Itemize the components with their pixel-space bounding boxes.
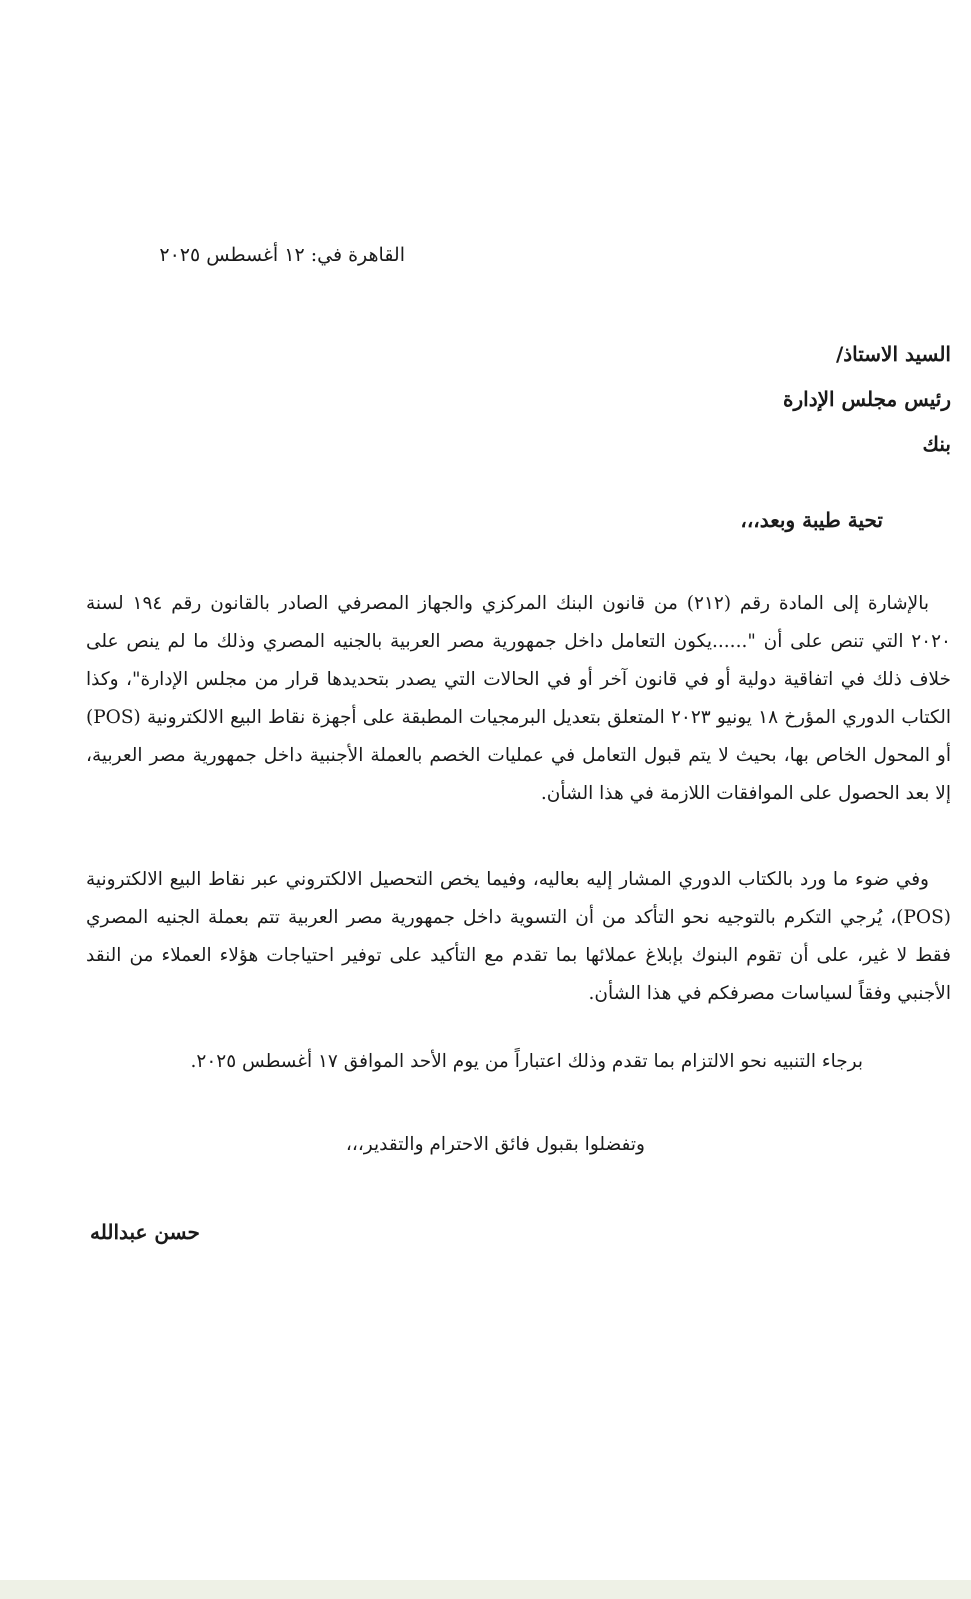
addressee-block <box>783 332 951 467</box>
addressee-title: السيد الاستاذ/ <box>835 342 951 366</box>
bottom-edge-strip <box>0 1580 971 1599</box>
closing-line: وتفضلوا بقبول فائق الاحترام والتقدير،،، <box>345 1134 645 1155</box>
letter-date: القاهرة في: ١٢ أغسطس ٢٠٢٥ <box>159 244 405 266</box>
greeting: تحية طيبة وبعد،،، <box>740 508 883 532</box>
paragraph-legal-reference: بالإشارة إلى المادة رقم (٢١٢) من قانون البنك المركزي والجهاز المصرفي الصادر بالقانون رقم ١٩٤ لسنة ٢٠٢٠ التي تنص على أن "......يكون التعامل داخل جمهورية مصر العربية بالجنيه المصري وذلك ما لم ينص على خلاف ذلك في اتفاقية دولية أو في قانون آخر أو في الحالات التي يصدر بتحديدها قرار من مجلس الإدارة"، وكذا الكتاب الدوري المؤرخ ١٨ يونيو ٢٠٢٣ المتعلق بتعديل البرمجيات المطبقة على أجهزة نقاط البيع الالكترونية (POS) أو المحول الخاص بها، بحيث لا يتم قبول التعامل في عمليات الخصم بالعملة الأجنبية داخل جمهورية مصر العربية، إلا بعد الحصول على الموافقات اللازمة في هذا الشأن. <box>86 592 952 804</box>
signature-name: حسن عبدالله <box>90 1220 200 1244</box>
addressee-institution: بنك <box>922 432 951 456</box>
notice-line: برجاء التنبيه نحو الالتزام بما تقدم وذلك اعتباراً من يوم الأحد الموافق ١٧ أغسطس ٢٠٢٥. <box>190 1051 863 1072</box>
paragraph-instruction: وفي ضوء ما ورد بالكتاب الدوري المشار إليه بعاليه، وفيما يخص التحصيل الالكتروني عبر نقاط البيع الالكترونية (POS)، يُرجي التكرم بالتوجيه نحو التأكد من أن التسوية داخل جمهورية مصر العربية تتم بعملة الجنيه المصري فقط لا غير، على أن تقوم البنوك بإبلاغ عملائها بما تقدم مع التأكيد على توفير احتياجات هؤلاء العملاء من النقد الأجنبي وفقاً لسياسات مصرفكم في هذا الشأن. <box>86 868 951 1004</box>
addressee-position: رئيس مجلس الإدارة <box>783 387 951 411</box>
